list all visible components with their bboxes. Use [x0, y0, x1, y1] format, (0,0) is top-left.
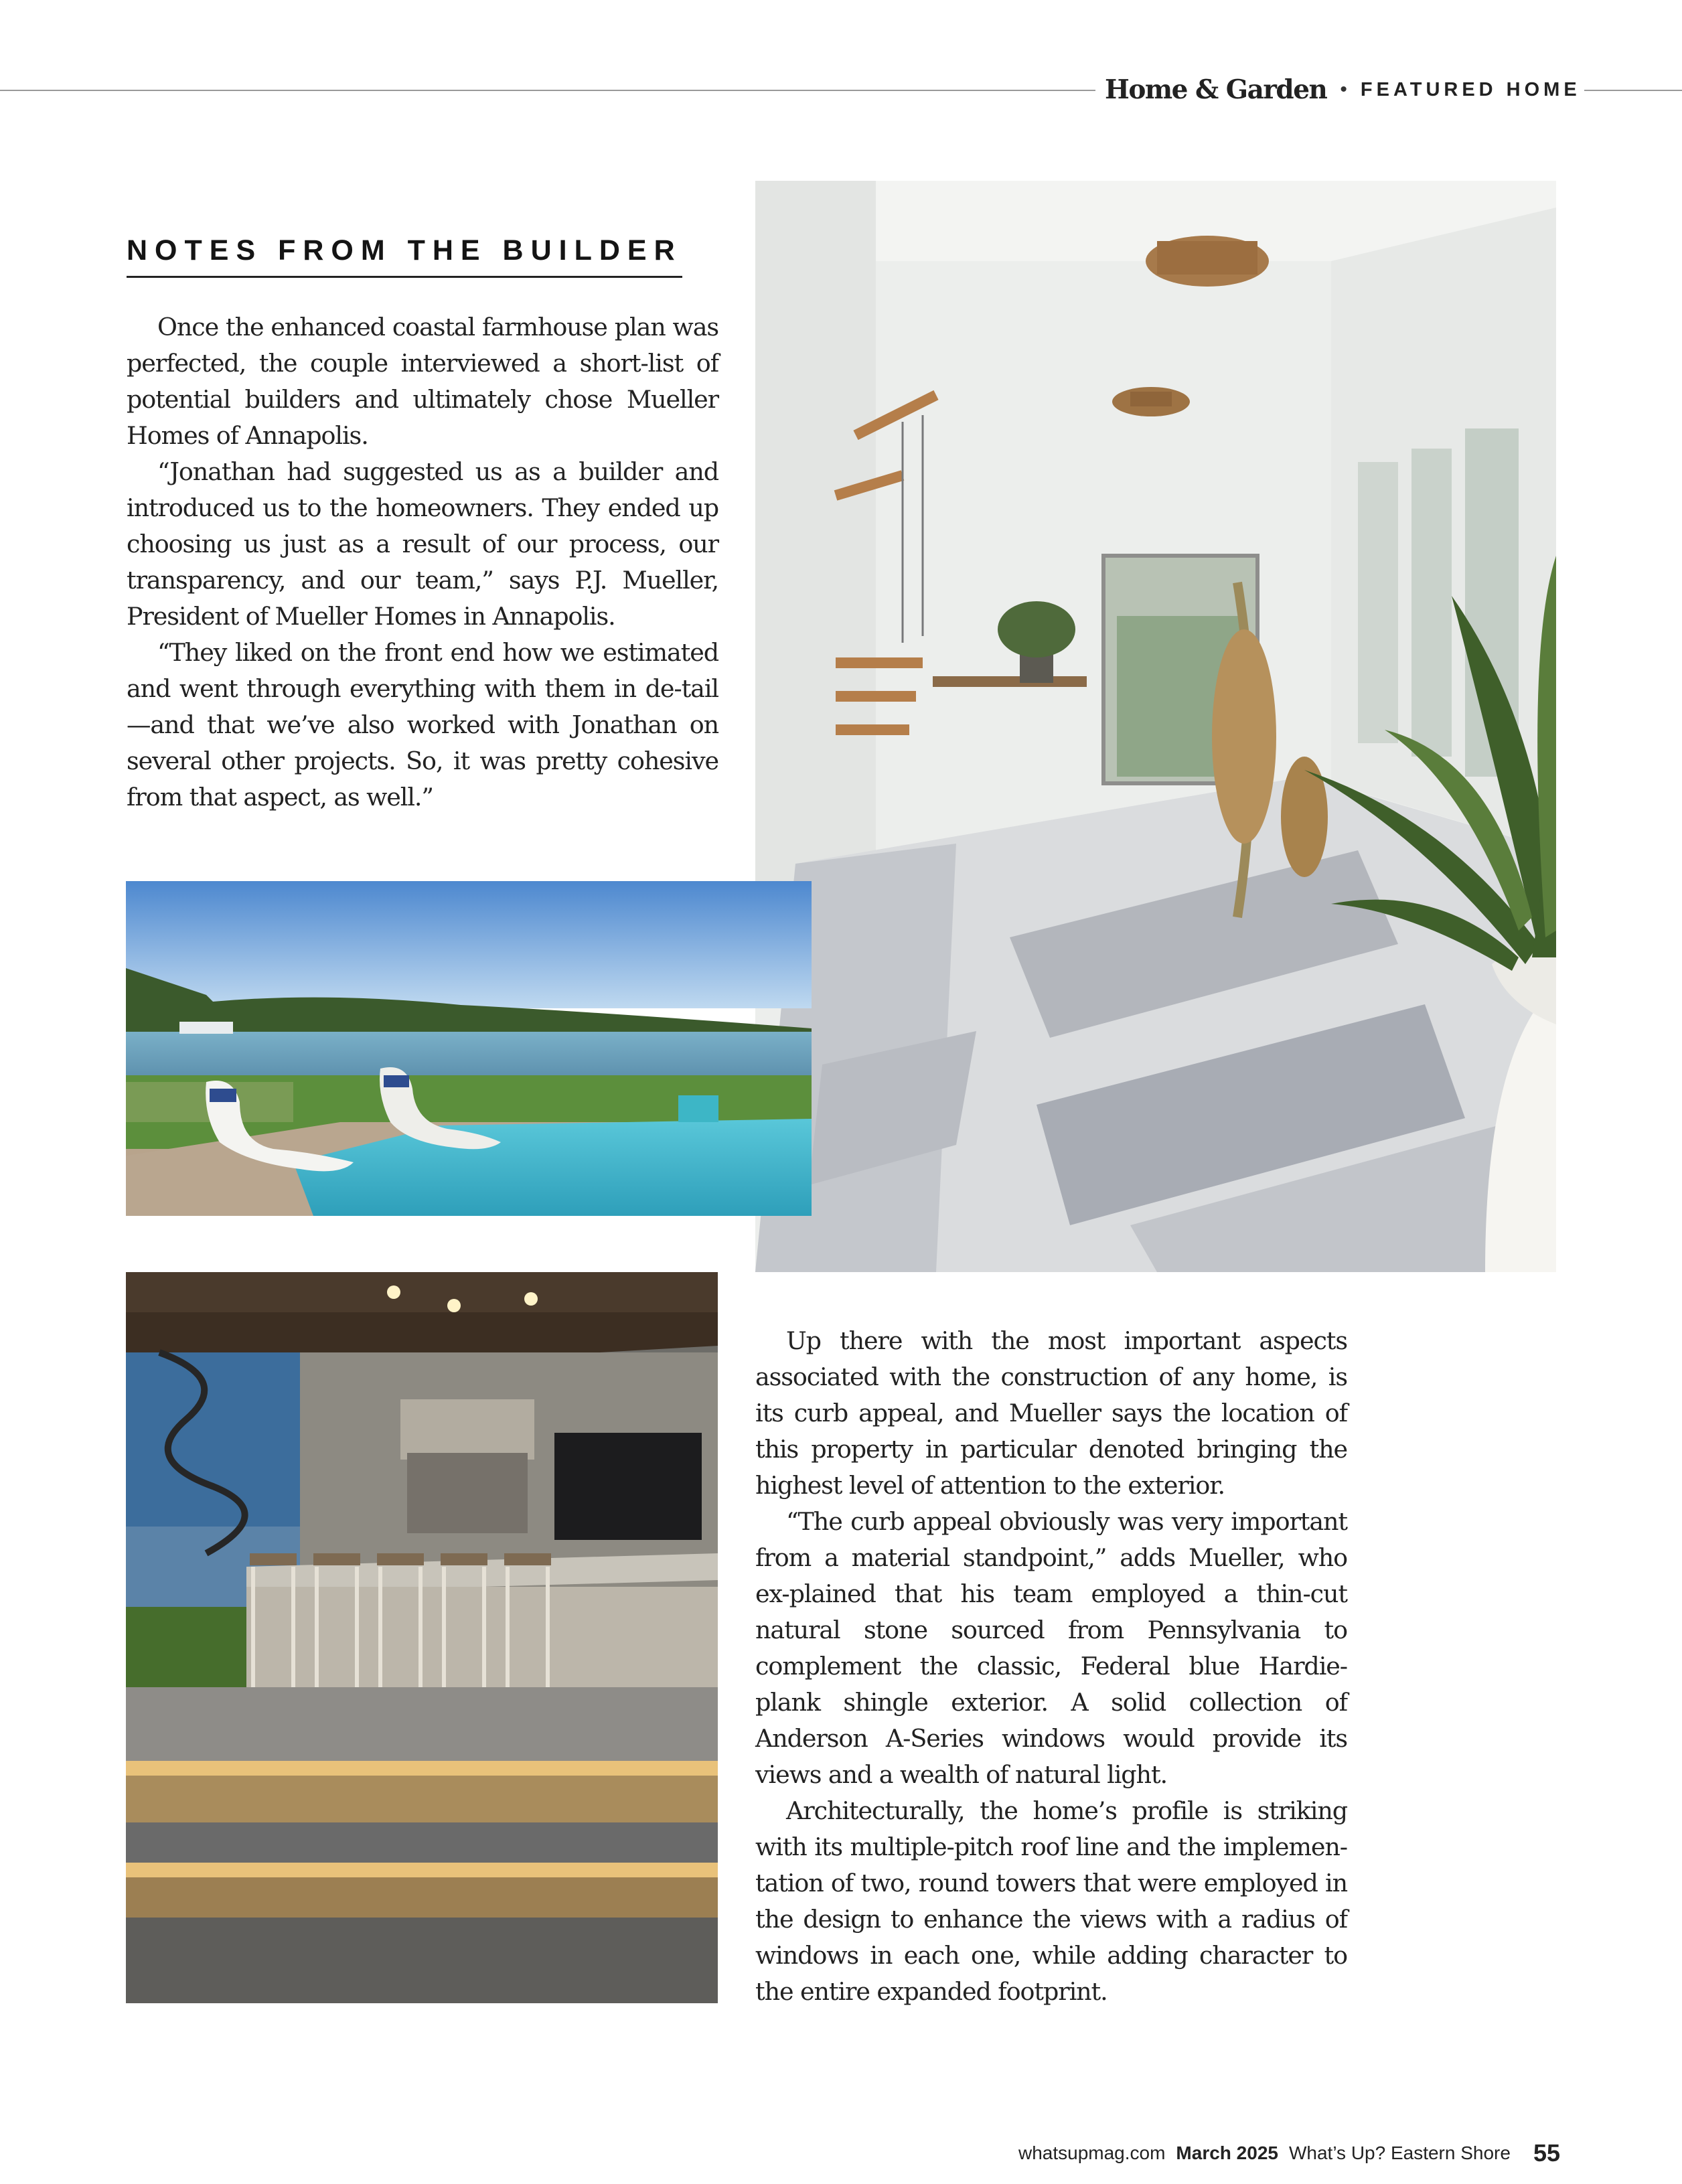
footer-magazine: What’s Up? Eastern Shore: [1288, 2142, 1511, 2163]
page-number: 55: [1533, 2139, 1560, 2167]
section-heading: NOTES FROM THE BUILDER: [127, 234, 682, 278]
footer-date: March 2025: [1176, 2142, 1278, 2163]
footer-website: whatsupmag.com: [1018, 2142, 1166, 2163]
article-column-1: [127, 309, 718, 815]
header-separator: •: [1340, 78, 1347, 100]
header-rule-left: [0, 90, 1095, 91]
page-footer: [924, 2133, 1560, 2173]
header-brand: Home & Garden: [1105, 74, 1327, 105]
outdoor-kitchen-photo: [126, 1272, 718, 2003]
header-rule-right: [1584, 90, 1682, 91]
header-section: FEATURED HOME: [1360, 78, 1581, 100]
paragraph: “Jonathan had suggested us as a builder and introduced us to the homeowners. They ended up choosing us just as a result of our process, our transparency, and our team,” says P.J. Mueller, President of Mueller Homes in Annapolis.: [127, 457, 718, 631]
paragraph: Once the enhanced coastal farmhouse plan was perfected, the couple interviewed a short-list of potential builders and ultimately chose Mueller Homes of Annapolis.: [127, 313, 718, 450]
article-column-2: [755, 1323, 1347, 2010]
paragraph: “The curb appeal obviously was very important from a material standpoint,” adds Mueller, who ex-plained that his team employed a thin-cut natural stone sourced from Pennsylvania to complement the classic, Federal blue Hardie-plank shingle exterior. A solid collection of Anderson A-Series windows would provide its views and a wealth of natural light.: [755, 1507, 1347, 1789]
pool-photo: [126, 881, 812, 1216]
paragraph: Up there with the most important aspects associated with the construction of any home, is its curb appeal, and Mueller says the location of this property in particular denoted bringing the highest level of attention to the exterior.: [755, 1326, 1347, 1500]
sunroom-photo: [755, 181, 1556, 1272]
paragraph: Architecturally, the home’s profile is striking with its multiple-pitch roof line and the implemen-tation of two, round towers that were employed in the design to enhance the views with a radius of windows in each one, while adding character to the entire expanded footprint.: [755, 1796, 1347, 2006]
paragraph: “They liked on the front end how we estimated and went through everything with them in de-tail—and that we’ve also worked with Jonathan on several other projects. So, it was pretty cohesive from that aspect, as well.”: [127, 638, 718, 811]
running-header: [1105, 70, 1581, 110]
